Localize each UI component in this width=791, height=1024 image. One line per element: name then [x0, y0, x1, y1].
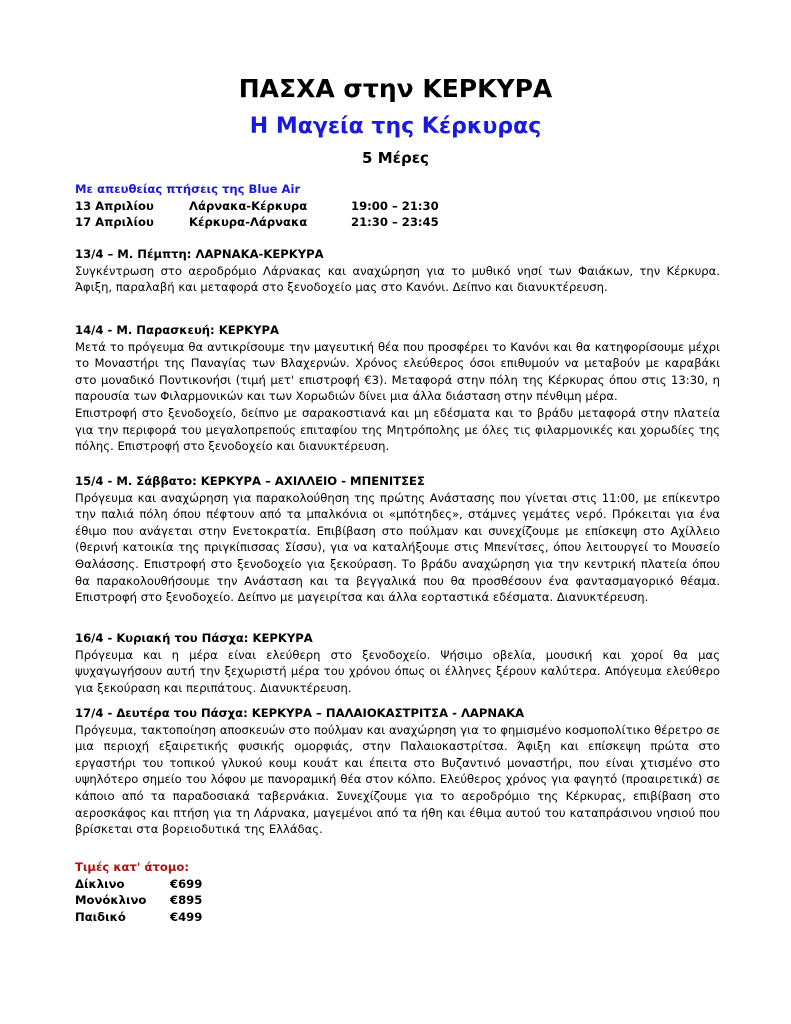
flight-date: 13 Απριλίου — [75, 198, 154, 213]
day-section — [75, 246, 720, 296]
day-paragraph: Επιστροφή στο ξενοδοχείο, δείπνο με σαρακοστιανά και μη εδέσματα και το βράδυ μεταφορά στην πλατεία για την περιφορά του μεγαλοπρεπούς επιταφίου της Μητρόπολης με όλες τις φιλαρμονικές και χορωδίες της πόλης. Επιστροφή στο ξενοδοχείο και διανυκτέρευση. — [75, 405, 720, 454]
flight-route: Λάρνακα-Κέρκυρα — [189, 198, 308, 213]
flight-route: Κέρκυρα-Λάρνακα — [189, 215, 308, 230]
day-heading: 13/4 – Μ. Πέμπτη: ΛΑΡΝΑΚΑ-ΚΕΡΚΥΡΑ — [75, 247, 324, 261]
trip-duration: 5 Μέρες — [362, 149, 429, 167]
page-title: ΠΑΣΧΑ στην ΚΕΡΚΥΡΑ — [238, 74, 553, 103]
day-paragraph: Πρόγευμα, τακτοποίηση αποσκευών στο πούλμαν και αναχώρηση για το φημισμένο κοσμοπολίτικο θέρετρο σε μια περιοχή εξαιρετικής φυσικής ομορφιάς, στην Παλαιοκαστρίτσα. Άφιξη και επίσκεψη πρώτα στο εργαστήρι του τοπικού γλυκού κουμ κουάτ και έπειτα στο Βυζαντινό μοναστήρι, που είναι χτισμένο στο υψηλότερο σημείο του λόφου με πανοραμική θέα στον κόλπο. Ελεύθερος χρόνος για φαγητό (προαιρετικά) σε κάποιο από τα παραδοσιακά ταβερνάκια. Συνεχίζουμε για το αεροδρόμιο της Κέρκυρας, επιβίβαση στο αεροσκάφος και πτήση για τη Λάρνακα, μαγεμένοι από τα ήθη και έθιμα αυτού του καταπράσινου νησιού που βρίσκεται στα βορειοδυτικά της Ελλάδας. — [75, 722, 720, 837]
flight-time: 19:00 – 21:30 — [351, 198, 439, 213]
day-heading: 15/4 - Μ. Σάββατο: ΚΕΡΚΥΡΑ – ΑΧΙΛΛΕΙΟ - ΜΠΕΝΙΤΣΕΣ — [75, 474, 425, 488]
day-section — [75, 630, 720, 696]
prices-heading: Τιμές κατ' άτομο: — [75, 860, 189, 874]
flight-date: 17 Απριλίου — [75, 215, 154, 230]
day-section — [75, 322, 720, 455]
page-subtitle: Η Μαγεία της Κέρκυρας — [249, 114, 542, 139]
room-type: Παιδικό — [75, 909, 126, 924]
day-heading: 14/4 - Μ. Παρασκευή: ΚΕΡΚΥΡΑ — [75, 323, 279, 337]
flight-row — [75, 198, 720, 215]
room-price: €499 — [170, 909, 203, 924]
prices-section — [75, 859, 720, 925]
day-heading: 17/4 - Δευτέρα του Πάσχα: ΚΕΡΚΥΡΑ – ΠΑΛΑΙΟΚΑΣΤΡΙΤΣΑ - ΛΑΡΝΑΚΑ — [75, 706, 525, 720]
room-type: Δίκλινο — [75, 876, 125, 891]
price-row — [75, 909, 720, 926]
room-type: Μονόκλινο — [75, 893, 147, 908]
flights-heading: Με απευθείας πτήσεις της Blue Air — [75, 182, 301, 196]
day-section — [75, 705, 720, 838]
flights-section — [75, 181, 720, 231]
flight-row — [75, 214, 720, 231]
flight-time: 21:30 – 23:45 — [351, 215, 439, 230]
room-price: €699 — [170, 876, 203, 891]
day-paragraph: Μετά το πρόγευμα θα αντικρίσουμε την μαγευτική θέα που προσφέρει το Κανόνι και θα κατηφορίσουμε μέχρι το Μοναστήρι της Παναγίας των Βλαχερνών. Χρόνος ελεύθερος όσοι επιθυμούν να μεταβούν με καραβάκι στο μοναδικό Ποντικονήσι (τιμή μετ' επιστροφή €3). Μεταφορά στην πόλη της Κέρκυρας όπου στις 13:30, η παρουσία των Φιλαρμονικών και των Χορωδιών δίνει μια άλλα διάσταση στην πένθιμη μέρα. — [75, 339, 720, 404]
day-paragraph: Πρόγευμα και αναχώρηση για παρακολούθηση της πρώτης Ανάστασης που γίνεται στις 11:00, με επίκεντρο την παλιά πόλη όπου πέφτουν από τα μπαλκόνια οι «μπότηδες», στάμνες γεμάτες νερό. Πρόκειται για ένα έθιμο που ανάγεται στην Ενετοκρατία. Επιβίβαση στο πούλμαν και συνεχίζουμε με επίσκεψη στο Αχίλλειο (θερινή κατοικία της πριγκίπισσας Σίσσυ), για να καταλήξουμε στις Μπενίτσες, όπου λειτουργεί το Μουσείο Θαλάσσης. Επιστροφή στο ξενοδοχείο για ξεκούραση. Το βράδυ αναχώρηση για την κεντρική πλατεία όπου θα παρακολουθήσουμε την Ανάσταση και τα βεγγαλικά που θα προσθέσουν ένα φαντασμαγορικό θέαμα. Επιστροφή στο ξενοδοχείο. Δείπνο με μαγειρίτσα και άλλα εορταστικά εδέσματα. Διανυκτέρευση. — [75, 490, 720, 605]
day-paragraph: Συγκέντρωση στο αεροδρόμιο Λάρνακας και αναχώρηση για το μυθικό νησί των Φαιάκων, την Κέρκυρα. Άφιξη, παραλαβή και μεταφορά στο ξενοδοχείο μας στο Κανόνι. Δείπνο και διανυκτέρευση. — [75, 263, 720, 295]
price-row — [75, 892, 720, 909]
day-heading: 16/4 - Κυριακή του Πάσχα: ΚΕΡΚΥΡΑ — [75, 631, 313, 645]
day-paragraph: Πρόγευμα και η μέρα είναι ελεύθερη στο ξενοδοχείο. Ψήσιμο οβελία, μουσική και χοροί θα μας ψυχαγωγήσουν αυτή την ξεχωριστή μέρα του χρόνου όπως οι έλληνες ξέρουν καλύτερα. Απόγευμα ελεύθερο για ξεκούραση και περιπάτους. Διανυκτέρευση. — [75, 647, 720, 695]
room-price: €895 — [170, 893, 203, 908]
day-section — [75, 473, 720, 606]
price-row — [75, 876, 720, 893]
